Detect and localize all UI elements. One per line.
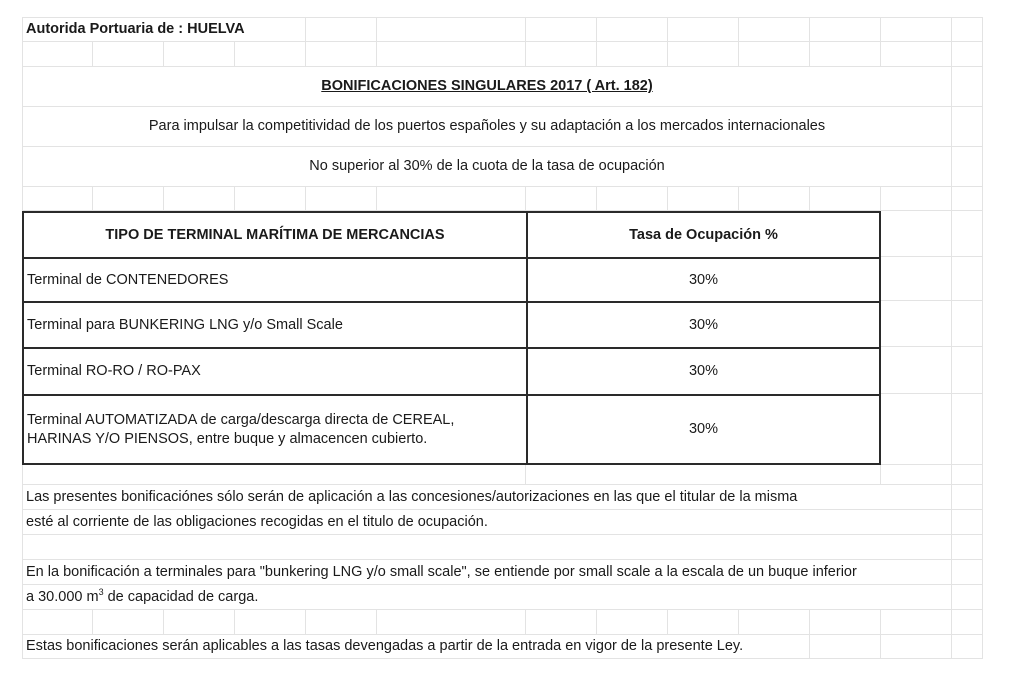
empty-cell[interactable] — [597, 610, 668, 635]
empty-cell[interactable] — [881, 347, 952, 394]
empty-cell[interactable] — [668, 610, 739, 635]
note-text: esté al corriente de las obligaciones recogidas en el titulo de ocupación. — [26, 513, 488, 530]
page-title: BONIFICACIONES SINGULARES 2017 ( Art. 182) — [321, 78, 653, 95]
empty-cell[interactable] — [881, 465, 952, 485]
empty-cell[interactable] — [739, 610, 810, 635]
empty-cell[interactable] — [22, 42, 93, 67]
empty-cell[interactable] — [952, 67, 983, 107]
empty-cell[interactable] — [952, 394, 983, 465]
table-row-rate[interactable] — [528, 349, 879, 394]
authority-label-cell[interactable] — [22, 17, 306, 42]
terminal-rates-table — [22, 211, 881, 465]
empty-cell[interactable] — [597, 17, 668, 42]
empty-cell[interactable] — [739, 17, 810, 42]
empty-cell[interactable] — [952, 560, 983, 585]
note-text-part: de capacidad de carga. — [103, 588, 259, 605]
subtitle: Para impulsar la competitividad de los puertos españoles y su adaptación a los mercados internacionales — [148, 118, 826, 135]
empty-cell[interactable] — [810, 187, 881, 211]
table-row-type[interactable] — [24, 396, 526, 463]
subtitle-cell[interactable] — [22, 107, 952, 147]
empty-cell[interactable] — [526, 610, 597, 635]
empty-cell[interactable] — [952, 465, 983, 485]
column-header-type[interactable] — [24, 213, 526, 257]
empty-cell[interactable] — [881, 42, 952, 67]
empty-cell[interactable] — [881, 301, 952, 347]
empty-cell[interactable] — [526, 42, 597, 67]
empty-cell[interactable] — [22, 535, 952, 560]
empty-cell[interactable] — [377, 610, 526, 635]
terminal-type-line: HARINAS Y/O PIENSOS, entre buque y almacencen cubierto. — [27, 430, 428, 447]
empty-cell[interactable] — [377, 17, 526, 42]
empty-cell[interactable] — [377, 187, 526, 211]
empty-cell[interactable] — [881, 257, 952, 301]
empty-cell[interactable] — [952, 347, 983, 394]
table-row-rate[interactable] — [528, 303, 879, 347]
empty-cell[interactable] — [668, 187, 739, 211]
note-text: En la bonificación a terminales para "bunkering LNG y/o small scale", se entiende por small scale a la escala de un buque inferior — [26, 563, 857, 580]
empty-cell[interactable] — [93, 610, 164, 635]
empty-cell[interactable] — [952, 610, 983, 635]
empty-cell[interactable] — [952, 187, 983, 211]
empty-cell[interactable] — [952, 535, 983, 560]
note-cell[interactable] — [22, 560, 952, 585]
empty-cell[interactable] — [164, 42, 235, 67]
terminal-type-line: Terminal AUTOMATIZADA de carga/descarga directa de CEREAL, — [27, 411, 455, 428]
limit-note-cell[interactable] — [22, 147, 952, 187]
terminal-type: Terminal RO-RO / RO-PAX — [27, 363, 201, 380]
empty-cell[interactable] — [597, 42, 668, 67]
rate-value: 30% — [688, 421, 719, 438]
column-header-rate-label: Tasa de Ocupación % — [629, 226, 778, 243]
empty-cell[interactable] — [93, 42, 164, 67]
note-cell[interactable] — [22, 585, 952, 610]
note-text: Las presentes bonificaciónes sólo serán de aplicación a las concesiones/autorizaciones en las que el titular de la misma — [26, 488, 798, 505]
empty-cell[interactable] — [597, 187, 668, 211]
limit-note: No superior al 30% de la cuota de la tasa de ocupación — [309, 158, 665, 175]
empty-cell[interactable] — [668, 17, 739, 42]
empty-cell[interactable] — [668, 42, 739, 67]
empty-cell[interactable] — [93, 187, 164, 211]
note-cell[interactable] — [22, 485, 952, 510]
empty-cell[interactable] — [526, 187, 597, 211]
empty-cell[interactable] — [306, 42, 377, 67]
empty-cell[interactable] — [235, 42, 306, 67]
empty-cell[interactable] — [739, 42, 810, 67]
empty-cell[interactable] — [881, 17, 952, 42]
authority-label: Autorida Portuaria de : HUELVA — [26, 21, 245, 38]
empty-cell[interactable] — [235, 187, 306, 211]
empty-cell[interactable] — [164, 610, 235, 635]
empty-cell[interactable] — [306, 17, 377, 42]
empty-cell[interactable] — [881, 394, 952, 465]
column-header-rate[interactable] — [528, 213, 879, 257]
empty-cell[interactable] — [306, 187, 377, 211]
empty-cell[interactable] — [526, 465, 881, 485]
empty-cell[interactable] — [22, 465, 526, 485]
note-text — [26, 588, 258, 606]
rate-value: 30% — [688, 363, 719, 380]
empty-cell[interactable] — [952, 107, 983, 147]
empty-cell[interactable] — [810, 42, 881, 67]
empty-cell[interactable] — [810, 635, 881, 659]
empty-cell[interactable] — [952, 301, 983, 347]
superscript: 3 — [98, 586, 104, 597]
terminal-type: Terminal para BUNKERING LNG y/o Small Scale — [27, 316, 343, 333]
empty-cell[interactable] — [952, 485, 983, 510]
table-row-type[interactable] — [24, 303, 526, 347]
empty-cell[interactable] — [952, 635, 983, 659]
rate-value: 30% — [688, 271, 719, 288]
table-row-rate[interactable] — [528, 396, 879, 463]
empty-cell[interactable] — [164, 187, 235, 211]
empty-cell[interactable] — [881, 610, 952, 635]
column-header-type-label: TIPO DE TERMINAL MARÍTIMA DE MERCANCIAS — [105, 226, 445, 243]
note-text: Estas bonificaciones serán aplicables a las tasas devengadas a partir de la entrada en vigor de la presente Ley. — [26, 638, 744, 655]
empty-cell[interactable] — [526, 17, 597, 42]
empty-cell[interactable] — [810, 610, 881, 635]
empty-cell[interactable] — [952, 147, 983, 187]
empty-cell[interactable] — [881, 211, 952, 257]
empty-cell[interactable] — [22, 187, 93, 211]
empty-cell[interactable] — [810, 17, 881, 42]
empty-cell[interactable] — [952, 211, 983, 257]
empty-cell[interactable] — [952, 17, 983, 42]
note-cell[interactable] — [22, 635, 810, 659]
table-row-type[interactable] — [24, 259, 526, 301]
empty-cell[interactable] — [881, 187, 952, 211]
empty-cell[interactable] — [235, 610, 306, 635]
rate-value: 30% — [688, 316, 719, 333]
empty-cell[interactable] — [952, 257, 983, 301]
empty-cell[interactable] — [952, 42, 983, 67]
empty-cell[interactable] — [377, 42, 526, 67]
note-text-part: a 30.000 m — [26, 588, 99, 605]
empty-cell[interactable] — [881, 635, 952, 659]
empty-cell[interactable] — [22, 610, 93, 635]
empty-cell[interactable] — [952, 510, 983, 535]
empty-cell[interactable] — [306, 610, 377, 635]
empty-cell[interactable] — [739, 187, 810, 211]
title-cell[interactable] — [22, 67, 952, 107]
table-row-type[interactable] — [24, 349, 526, 394]
empty-cell[interactable] — [952, 585, 983, 610]
table-row-rate[interactable] — [528, 259, 879, 301]
terminal-type: Terminal de CONTENEDORES — [27, 271, 229, 288]
note-cell[interactable] — [22, 510, 952, 535]
